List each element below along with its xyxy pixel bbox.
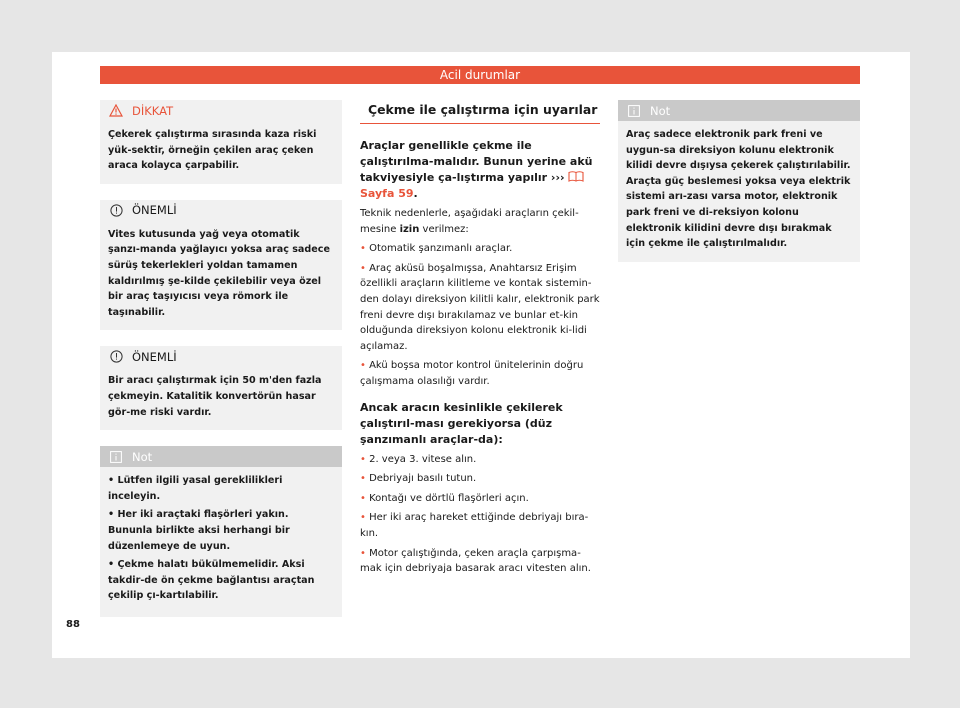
bullet: • [360, 243, 370, 255]
step-item: • 2. veya 3. vitese alın. [360, 453, 477, 465]
step-item: • Her iki araç hareket ettiğinde debriyajı bıra-kın. [360, 512, 589, 539]
note-right-label: Not [650, 103, 671, 118]
bullet: • [108, 559, 118, 571]
subheading: Ancak aracın kesinlikle çekilerek çalıştırıl-ması gerekiyorsa (düz şanzımanlı araçlar-da): [360, 400, 563, 446]
notice-1-label: ÖNEMLİ [132, 203, 177, 218]
info-square-icon [626, 103, 642, 119]
right-column [618, 100, 860, 278]
bullet: • [360, 492, 370, 504]
exclamation-circle-icon [108, 202, 124, 218]
list-item: • Otomatik şanzımanlı araçlar. [360, 243, 513, 255]
list-item: • Çekme halatı bükülmemelidir. Aksi takdir-de ön çekme bağlantısı araçtan çekilip çı-kartılabilir. [108, 559, 315, 602]
book-icon [568, 171, 584, 184]
step-item: • Motor çalıştığında, çeken araçla çarpışma-mak için debriyaja basarak aracı vitesten alın. [360, 547, 591, 575]
bullet: • [360, 473, 370, 485]
note-right-text: Araç sadece elektronik park freni ve uygun-sa direksiyon kolunu elektronik kilidi devre dışıysa çekerek çalıştırılabilir. Araçta güç beslemesi yoksa veya elektrik sistemi arı-zası varsa motor, elektronik park freni ve di-reksiyon kolonu elektronik kilidini devre dışı bırakmak için çekme ile çalıştırılmalıdır. [626, 129, 851, 250]
middle-column [360, 100, 600, 581]
bullet: • [108, 509, 118, 521]
bullet: • [360, 512, 370, 524]
step-item: • Debriyajı basılı tutun. [360, 473, 477, 485]
chapter-header: Acil durumlar [100, 66, 860, 84]
section-title: Çekme ile çalıştırma için uyarılar [360, 100, 600, 124]
notice-box-2-header [100, 346, 342, 367]
warning-box-header [100, 100, 342, 121]
bullet: • [360, 453, 370, 465]
left-column [100, 100, 342, 633]
notice-1-text: Vites kutusunda yağ veya otomatik şanzı-manda yağlayıcı yoksa araç sadece sürüş tekerlekleri yoldan tamamen kaldırılmış şe-kilde çekilebilir veya özel bir araç taşıyıcısı veya römork ile taşınabilir. [108, 228, 330, 318]
warning-text: Çekerek çalıştırma sırasında kaza riski yük-sektir, örneğin çekilen araç çeken araca kolayca çarpabilir. [108, 129, 317, 172]
note-left-label: Not [132, 449, 153, 464]
warning-body [100, 121, 342, 184]
list-item: • Lütfen ilgili yasal gereklilikleri inceleyin. [108, 475, 283, 502]
step-item: • Kontağı ve dörtlü flaşörleri açın. [360, 492, 529, 504]
warning-label: DİKKAT [132, 103, 174, 118]
note-left-body [100, 467, 342, 617]
page-number: 88 [66, 619, 80, 630]
page-reference-link[interactable]: Sayfa 59 [360, 171, 584, 200]
bullet: • [108, 475, 118, 487]
notice-box-1-header [100, 200, 342, 221]
notice-2-body [100, 367, 342, 430]
intro-paragraph: Teknik nedenlerle, aşağıdaki araçların çekil-mesine izin verilmez: [360, 208, 579, 235]
list-item: • Akü boşsa motor kontrol ünitelerinin doğru çalışmama olasılığı vardır. [360, 360, 584, 387]
note-box-left [100, 446, 342, 617]
note-box-right [618, 100, 860, 262]
bullet: • [360, 360, 370, 372]
note-box-left-header [100, 446, 342, 467]
notice-2-label: ÖNEMLİ [132, 349, 177, 364]
note-box-right-header [618, 100, 860, 121]
bullet: • [360, 547, 370, 559]
warning-box [100, 100, 342, 184]
bullet: • [360, 262, 370, 274]
notice-1-body [100, 221, 342, 331]
warning-triangle-icon [108, 103, 124, 119]
note-right-body [618, 121, 860, 262]
info-square-icon [108, 449, 124, 465]
notice-box-2 [100, 346, 342, 430]
notice-box-1 [100, 200, 342, 331]
lead-paragraph: Araçlar genellikle çekme ile çalıştırılma-malıdır. Bunun yerine akü takviyesiyle ça-lıştırma yapılır ››› Sayfa 59. [360, 139, 593, 200]
notice-2-text: Bir aracı çalıştırmak için 50 m'den fazla çekmeyin. Katalitik konvertörün hasar gör-me riski vardır. [108, 375, 322, 418]
list-item: • Araç aküsü boşalmışsa, Anahtarsız Erişim özellikli araçların kilitleme ve kontak sistemin-den dolayı direksiyon kilitli kalır, elektronik park freni devre dışı bırakılamaz ve bunlar et-kin olduğunda direksiyon kolonu elektronik ki-lidi açılamaz. [360, 262, 600, 352]
exclamation-circle-icon [108, 349, 124, 365]
list-item: • Her iki araçtaki flaşörleri yakın. Bununla birlikte aksi herhangi bir düzenlemeye de uyun. [108, 509, 290, 552]
